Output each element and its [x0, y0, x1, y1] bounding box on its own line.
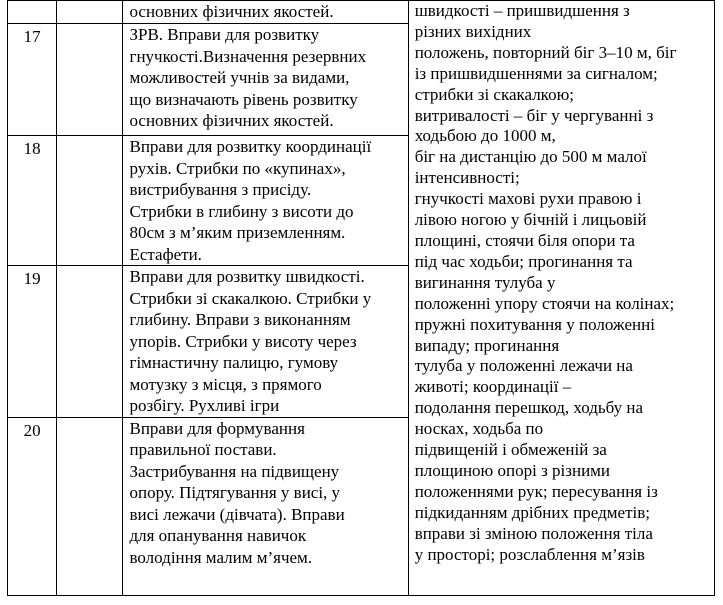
content-line: володіння малим м’ячем. [129, 547, 313, 567]
empty-cell [57, 136, 123, 266]
content-line: основних фізичних якостей. [129, 111, 334, 130]
content-line: глибину. Вправи з виконанням [129, 310, 351, 329]
content-line: Стрибки зі скакалкою. Стрибки у [129, 288, 372, 308]
content-line: рухів. Стрибки по «купинах», [129, 158, 346, 178]
lesson-number-cell [8, 1, 57, 24]
content-line: Стрибки в глибину з висоти до [129, 201, 354, 221]
content-line: мотузку з місця, з прямого [129, 374, 322, 394]
lesson-content-cell [123, 1, 408, 24]
lesson-number-cell: 19 [8, 266, 57, 418]
lesson-number-cell: 17 [8, 24, 57, 136]
content-line: 80см з м’яким приземленням. [129, 223, 346, 242]
content-line: що визначають рівень розвитку [129, 89, 358, 109]
content-line: правильної постави. [129, 440, 277, 459]
content-line: Естафети. [129, 244, 202, 264]
description-line: носках, ходьба по [414, 419, 544, 439]
description-line: біг на дистанцію до 500 м малої [414, 147, 647, 167]
lesson-content-cell [123, 266, 408, 418]
content-line: опору. Підтягування у висі, у [129, 483, 341, 502]
exercises-description-cell [408, 1, 714, 596]
lesson-number-cell: 18 [8, 136, 57, 266]
empty-cell [57, 24, 123, 136]
lesson-content-cell [123, 136, 408, 266]
content-line: гімнастичну палицю, гумову [129, 353, 339, 372]
content-line: вистрибування з присіду. [129, 180, 312, 199]
description-line: інтенсивності; [414, 168, 520, 188]
lesson-number-cell: 20 [8, 417, 57, 595]
content-line: основних фізичних якостей. [129, 2, 334, 21]
content-line: упорів. Стрибки у висоту через [129, 331, 357, 351]
description-line: у просторі; розслаблення м’язів [414, 544, 645, 564]
description-line: пружні похитування у положенні [414, 314, 655, 334]
description-line: під час ходьби; прогинання та [414, 251, 633, 271]
lesson-plan-table [7, 0, 715, 596]
content-line: можливостей учнів за видами, [129, 68, 350, 87]
description-line: вправи зі зміною положення тіла [414, 523, 653, 543]
lesson-content-cell [123, 417, 408, 595]
description-line: вигинання тулуба у [414, 272, 556, 292]
content-line: ЗРВ. Вправи для розвитку [129, 25, 320, 44]
empty-cell [57, 417, 123, 595]
description-line: різних вихідних [414, 21, 532, 41]
description-line: тулуба у положенні лежачи на [414, 356, 633, 376]
empty-cell [57, 1, 123, 24]
description-line: із пришвидшеннями за сигналом; [414, 63, 658, 83]
content-line: розбігу. Рухливі ігри [129, 396, 280, 415]
description-line: випаду; прогинання [414, 335, 560, 355]
content-line: висі лежачи (дівчата). Вправи [129, 504, 345, 524]
description-line: гнучкості махові рухи правою і [414, 189, 642, 209]
description-line: положеннями рук; пересування із [414, 481, 658, 501]
description-line: подолання перешкод, ходьбу на [414, 398, 644, 418]
description-line: стрибки зі скакалкою; [414, 84, 575, 104]
description-line: площині, стоячи біля опори та [414, 230, 635, 250]
description-line: животі; координації – [414, 377, 572, 397]
description-line: ходьбою до 1000 м, [414, 126, 556, 146]
lesson-content-cell [123, 24, 408, 136]
content-line: Вправи для розвитку координації [129, 137, 372, 156]
description-line: витривалості – біг у чергуванні з [414, 105, 654, 125]
table-row [8, 1, 715, 24]
description-line: площиною опорі з різними [414, 460, 611, 480]
content-line: Застрибування на підвищену [129, 461, 340, 481]
description-line: швидкості – пришвидшення з [414, 1, 630, 20]
content-line: для опанування навичок [129, 526, 307, 545]
content-line: Вправи для розвитку швидкості. [129, 267, 365, 286]
description-line: підвищеній і обмеженій за [414, 440, 607, 460]
description-line: підкиданням дрібних предметів; [414, 502, 650, 522]
description-line: лівою ногою у бічній і лицьовій [414, 210, 647, 230]
content-line: Вправи для формування [129, 418, 305, 438]
content-line: гнучкості.Визначення резервних [129, 46, 367, 66]
description-line: положень, повторний біг 3–10 м, біг [414, 42, 677, 62]
description-line: положенні упору стоячи на колінах; [414, 293, 675, 313]
empty-cell [57, 266, 123, 418]
